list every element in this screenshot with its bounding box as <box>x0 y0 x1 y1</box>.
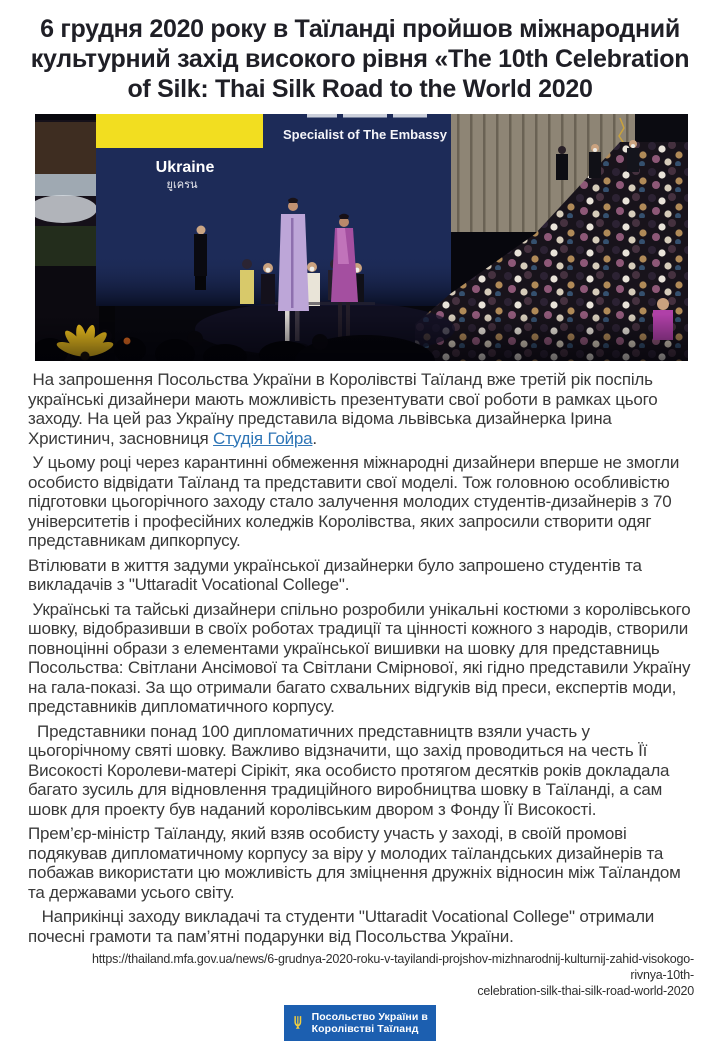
clipped-caption-fragments <box>307 114 427 118</box>
embassy-name <box>312 1011 428 1036</box>
trident-icon <box>291 1009 305 1037</box>
screen-caption-country: Ukraine <box>155 159 215 176</box>
embassy-name-line-2: Королівстві Таїланд <box>311 1023 419 1035</box>
paragraph-2: У цьому році через карантинні обмеження міжнародні дизайнери вперше не змогли особисто відвідати Таїланд та представити свої моделі. Тож головною особливістю підготовки цьогорічного заходу стало залучення молодих студентів-дизайнерів з 70 університетів і професійних коледжів Королівства, яких запросили створити одяг представникам дипкорпусу. <box>28 453 684 550</box>
paragraph-7: Наприкінці заходу викладачі та студенти "Uttaradit Vocational College" отримали почесні грамоти та пам’ятні подарунки від Посольства України. <box>28 907 659 946</box>
security-guard <box>194 226 207 291</box>
embassy-name-line-1: Посольство України в <box>311 1010 428 1023</box>
embassy-logo <box>284 1005 436 1041</box>
ukraine-flag-band <box>96 114 263 148</box>
bottom-fade <box>35 314 688 361</box>
screen-caption-country-thai: ยูเครน <box>166 179 198 191</box>
event-photo-illustration <box>35 114 688 361</box>
article-body <box>28 370 695 946</box>
screen-caption-specialist: Specialist of The Embassy <box>282 127 448 142</box>
document-page <box>0 14 720 1054</box>
event-photo <box>35 114 688 361</box>
paragraph-6: Прем’єр-міністр Таїланду, який взяв особисту участь у заході, в своїй промові подякував дипломатичному корпусу за віру у молодих таїландських дизайнерів та побажав використати цю можливість для зміцнення дружніх відносин між Таїландом та державами усього світу. <box>28 824 686 902</box>
paragraph-1 <box>28 370 695 448</box>
paragraph-3: Втілювати в життя задуми української дизайнерки було запрошено студентів та викладачів з "Uttaradit Vocational College". <box>28 555 647 594</box>
paragraph-5: Представники понад 100 дипломатичних представництв взяли участь у цьогорічному святі шовку. Важливо відзначити, що захід проводиться на честь Її Високості Королеви-матері Сірікіт, яка особисто протягом десятків років докладала багато зусиль для відновлення традиційного виробництва шовку в Таїланді, а сам шовк для проекту був наданий королівським двором з Фонду Її Високості. <box>28 721 674 819</box>
source-url-line-2: celebration-silk-thai-silk-road-world-2020 <box>477 984 694 998</box>
paragraph-1-tail: . <box>312 428 317 448</box>
source-url <box>60 951 694 999</box>
paragraph-4: Українські та тайські дизайнери спільно розробили унікальні костюми з королівського шовку, відобразивши в своїх роботах традиції та цінності кожного з народів, створили повноцінні образи з елементами української вишивки на шовку для представниць Посольства: Світлани Ансімової та Світлани Смірнової, які гідно представили Україну на гала-показі. За що отримали багато схвальних відгуків від преси, експертів моди, представників дипломатичного корпусу. <box>28 599 695 716</box>
source-url-line-1: https://thailand.mfa.gov.ua/news/6-grudnya-2020-roku-v-tayilandi-projshov-mizhnarodnij-kulturnij-zahid-visokogo-rivnya-10th- <box>92 952 694 982</box>
paragraph-1-text: На запрошення Посольства України в Королівстві Таїланд вже третій рік поспіль українські дизайнери мають можливість презентувати свої роботи в рамках цього заходу. На цей раз Україну представила відома львівська дизайнерка Ірина Христинич, засновниця <box>28 370 663 448</box>
page-title: 6 грудня 2020 року в Таїланді пройшов міжнародний культурний захід високого рівня «The 10th Celebration of Silk: Thai Silk Road to the World 2020 <box>30 15 690 103</box>
studio-goira-link[interactable]: Студія Гойра <box>213 428 313 448</box>
